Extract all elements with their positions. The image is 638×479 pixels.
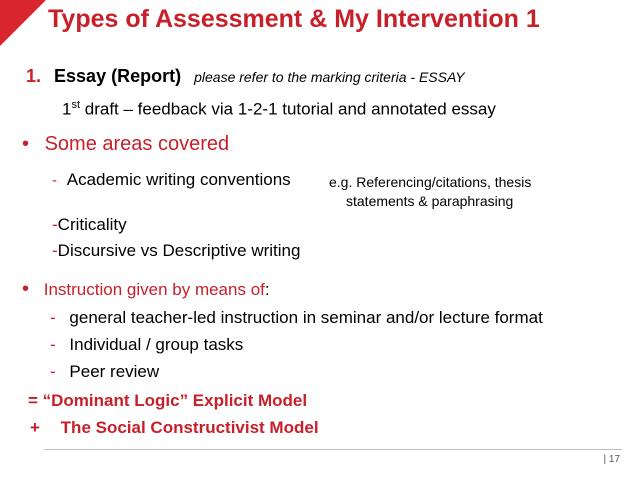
item1-line [26, 66, 465, 87]
sub-text: Criticality [57, 215, 127, 234]
model-constructivist-line [30, 418, 319, 438]
bullet2-sub2 [50, 335, 243, 355]
footer-divider [44, 449, 622, 450]
bullet1-text: Some areas covered [44, 133, 230, 155]
bullet2-colon: : [264, 280, 270, 299]
bullet1-sub2 [52, 215, 127, 235]
bullet2-marker: • [22, 278, 30, 300]
model2-prefix: + [30, 418, 40, 437]
bullet1-sub1 [52, 170, 291, 190]
sub-dash: - [50, 335, 56, 354]
sub-dash: - [52, 172, 57, 189]
sub-text: Individual / group tasks [69, 335, 244, 354]
sub-text: Discursive vs Descriptive writing [57, 241, 301, 260]
sub-dash: - [52, 241, 58, 260]
draft-prefix: 1 [62, 99, 72, 119]
sub-text: general teacher-led instruction in seminar and/or lecture format [69, 308, 543, 327]
bullet1-line [22, 133, 229, 156]
bullet2-sub1 [50, 308, 543, 328]
draft-text: draft – feedback via 1-2-1 tutorial and annotated essay [80, 99, 496, 119]
bullet2-line [22, 278, 270, 301]
sub-dash: - [52, 215, 58, 234]
draft-line [62, 99, 496, 120]
item1-heading: Essay (Report) [54, 66, 182, 86]
model-explicit: = “Dominant Logic” Explicit Model [28, 391, 308, 410]
example-line-1: e.g. Referencing/citations, thesis [329, 174, 532, 190]
sub-text: Academic writing conventions [66, 170, 291, 189]
item1-note: please refer to the marking criteria - ESSAY [194, 69, 465, 85]
bullet1-sub3 [52, 241, 300, 261]
bullet1-marker: • [22, 133, 30, 155]
sub-dash: - [50, 308, 56, 327]
draft-sup: st [71, 99, 81, 111]
page-number: | 17 [603, 454, 620, 465]
sub-text: Peer review [69, 362, 160, 381]
bullet2-sub3 [50, 362, 159, 382]
example-line-2: statements & paraphrasing [346, 193, 514, 209]
bullet2-text: Instruction given by means of [43, 280, 265, 299]
sub-dash: - [50, 362, 56, 381]
slide-title: Types of Assessment & My Intervention 1 [48, 5, 540, 33]
model2-text: The Social Constructivist Model [60, 418, 319, 437]
corner-accent [0, 0, 46, 46]
item1-number: 1. [26, 66, 42, 86]
